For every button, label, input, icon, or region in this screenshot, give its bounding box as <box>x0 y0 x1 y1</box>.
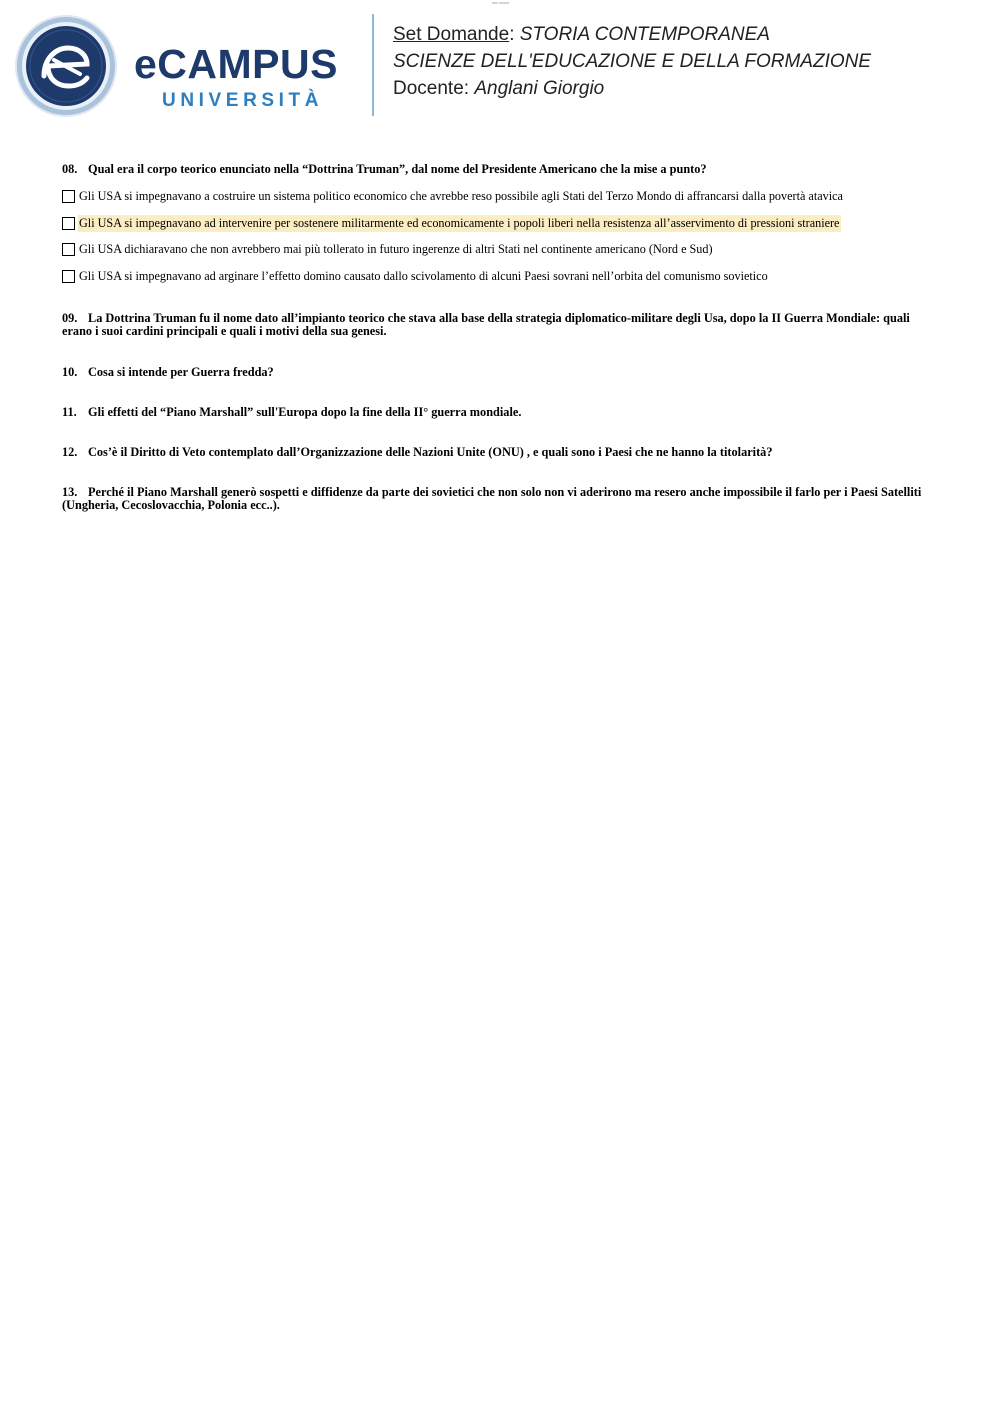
question-text: Cosa si intende per Guerra fredda? <box>88 365 274 379</box>
option-text: Gli USA si impegnavano a costruire un sistema politico economico che avrebbe reso possibile agli Stati del Terzo Mondo di affrancarsi dalla povertà atavica <box>79 189 843 203</box>
set-separator: : <box>509 24 520 45</box>
brand-name: eCAMPUS <box>134 41 338 87</box>
question-text: Gli effetti del “Piano Marshall” sull'Europa dopo la fine della II° guerra mondiale. <box>88 405 522 419</box>
subject-title: STORIA CONTEMPORANEA <box>519 24 770 45</box>
set-label: Set Domande <box>393 24 510 45</box>
question-13 <box>62 486 938 512</box>
course-title: SCIENZE DELL'EDUCAZIONE E DELLA FORMAZIONE <box>393 51 872 72</box>
brand-wordmark <box>134 40 356 114</box>
option-text-highlighted: Gli USA si impegnavano ad intervenire per sostenere militarmente ed economicamente i popoli liberi nella resistenza all’asservimento di pressioni straniere <box>79 216 840 230</box>
checkbox[interactable] <box>62 243 75 256</box>
question-number: 13. <box>62 485 78 499</box>
question-10 <box>62 366 938 379</box>
header-subject-line <box>393 22 770 48</box>
question-text: Cos’è il Diritto di Veto contemplato dall’Organizzazione delle Nazioni Unite (ONU) , e quali sono i Paesi che ne hanno la titolarità? <box>88 445 773 459</box>
checkbox[interactable] <box>62 270 75 283</box>
answer-option-2[interactable] <box>62 215 841 232</box>
question-text: La Dottrina Truman fu il nome dato all’impianto teorico che stava alla base della strategia diplomatico-militare degli Usa, dopo la II Guerra Mondiale: quali erano i suoi cardini principali e quali i motivi della sua genesi. <box>62 311 910 338</box>
question-number: 09. <box>62 311 78 325</box>
answer-option-4[interactable] <box>62 268 770 285</box>
page-marker: xxx xxxxx <box>492 0 510 5</box>
question-number: 08. <box>62 162 78 176</box>
teacher-label: Docente: <box>393 78 475 99</box>
option-text: Gli USA si impegnavano ad arginare l’effetto domino causato dallo scivolamento di alcuni Paesi sovrani nell’orbita del comunismo sovietico <box>79 269 768 283</box>
option-text: Gli USA dichiaravano che non avrebbero mai più tollerato in futuro ingerenze di altri Stati nel continente americano (Nord e Sud) <box>79 242 713 256</box>
ecampus-logo-icon <box>14 14 118 118</box>
question-11 <box>62 406 938 419</box>
question-09 <box>62 312 938 338</box>
header-divider <box>372 14 374 116</box>
answer-option-1[interactable] <box>62 188 845 205</box>
question-08 <box>62 163 938 176</box>
answer-option-3[interactable] <box>62 241 715 258</box>
checkbox[interactable] <box>62 217 75 230</box>
checkbox[interactable] <box>62 190 75 203</box>
header-teacher-line <box>393 76 604 102</box>
question-number: 10. <box>62 365 78 379</box>
teacher-name: Anglani Giorgio <box>474 78 605 99</box>
brand-subtitle: UNIVERSITÀ <box>162 90 324 111</box>
question-text: Qual era il corpo teorico enunciato nella “Dottrina Truman”, dal nome del Presidente Americano che la mise a punto? <box>88 162 707 176</box>
question-number: 11. <box>62 405 77 419</box>
question-number: 12. <box>62 445 78 459</box>
question-12 <box>62 446 938 459</box>
question-text: Perché il Piano Marshall generò sospetti e diffidenze da parte dei sovietici che non solo non vi aderirono ma resero anche impossibile il farlo per i Paesi Satelliti (Ungheria, Cecoslovacchia, Polonia ecc..). <box>62 485 922 512</box>
